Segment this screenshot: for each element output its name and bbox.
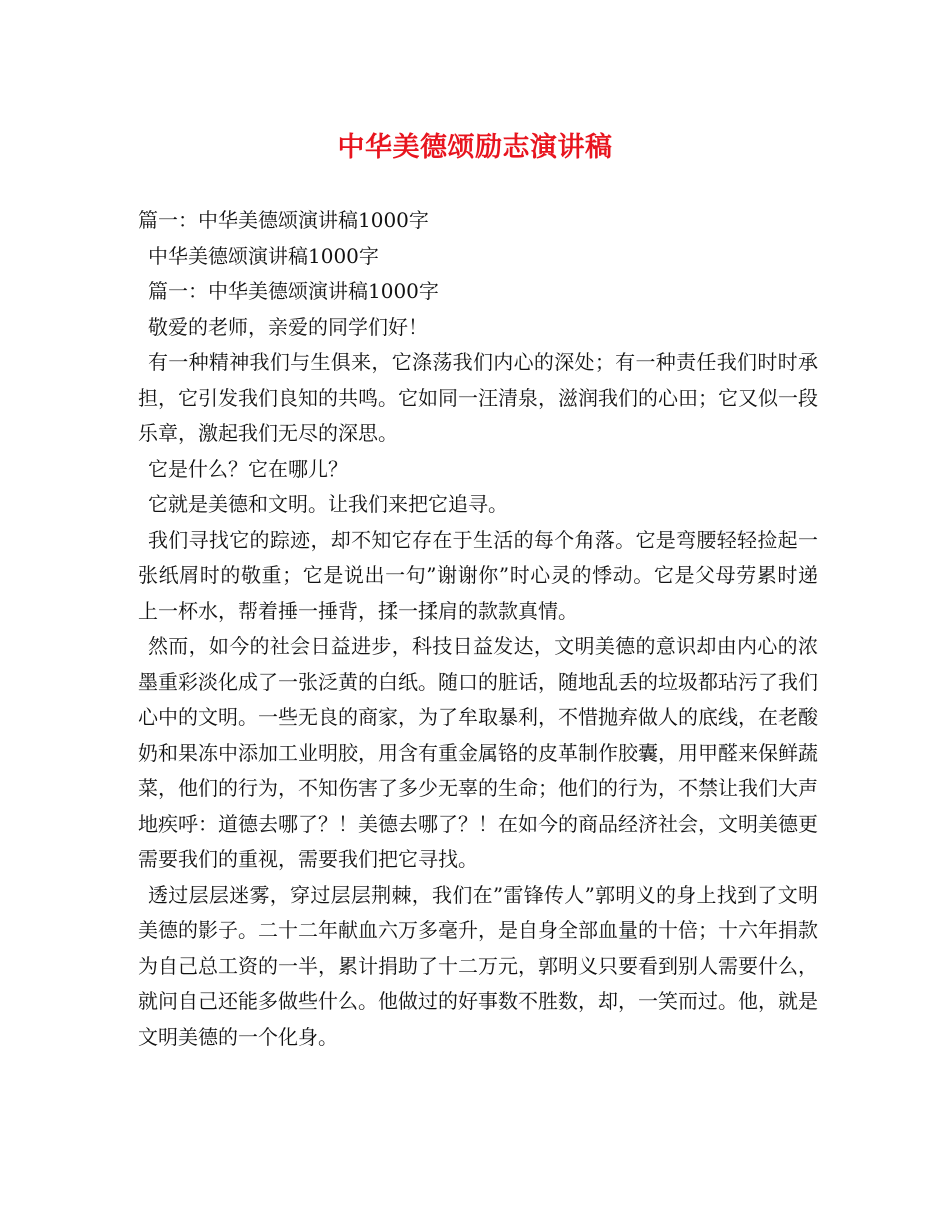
paragraph-body: 透过层层迷雾，穿过层层荆棘，我们在”雷锋传人”郭明义的身上找到了文明美德的影子。二十二年献血六万多毫升，是自身全部血量的十倍；十六年捐款为自己总工资的一半，累计捐助了十二万元，郭明义只要看到别人需要什么，就问自己还能多做些什么。他做过的好事数不胜数，却，一笑而过。他，就是文明美德的一个化身。 xyxy=(138,882,818,1049)
paragraph-body: 然而，如今的社会日益进步，科技日益发达，文明美德的意识却由内心的浓墨重彩淡化成了一张泛黄的白纸。随口的脏话，随地乱丢的垃圾都玷污了我们心中的文明。一些无良的商家，为了牟取暴利，不惜抛弃做人的底线，在老酸奶和果冻中添加工业明胶，用含有重金属铬的皮革制作胶囊，用甲醛来保鲜蔬菜，他们的行为，不知伤害了多少无辜的生命；他们的行为，不禁让我们大声地疾呼：道德去哪了？！美德去哪了？！在如今的商品经济社会，文明美德更需要我们的重视，需要我们把它寻找。 xyxy=(138,634,818,871)
paragraph-body: 我们寻找它的踪迹，却不知它存在于生活的每个角落。它是弯腰轻轻捡起一张纸屑时的敬重；它是说出一句”谢谢你”时心灵的悸动。它是父母劳累时递上一杯水，帮着捶一捶背，揉一揉肩的款款真情。 xyxy=(138,527,818,623)
paragraph-question: 它是什么？它在哪儿？ xyxy=(148,456,348,481)
paragraph-greeting: 敬爱的老师，亲爱的同学们好！ xyxy=(148,314,428,339)
paragraph-answer: 它就是美德和文明。让我们来把它追寻。 xyxy=(148,492,508,516)
paragraph-section-heading-repeat: 篇一：中华美德颂演讲稿1000字 xyxy=(148,279,439,303)
document-title: 中华美德颂励志演讲稿 xyxy=(337,132,613,163)
paragraph-body: 有一种精神我们与生俱来，它涤荡我们内心的深处；有一种责任我们时时承担，它引发我们良知的共鸣。它如同一汪清泉，滋润我们的心田；它又似一段乐章，激起我们无尽的深思。 xyxy=(138,350,818,445)
document-body xyxy=(138,203,818,1055)
paragraph-subtitle: 中华美德颂演讲稿1000字 xyxy=(148,243,379,268)
paragraph-section-heading: 篇一：中华美德颂演讲稿1000字 xyxy=(138,208,429,232)
